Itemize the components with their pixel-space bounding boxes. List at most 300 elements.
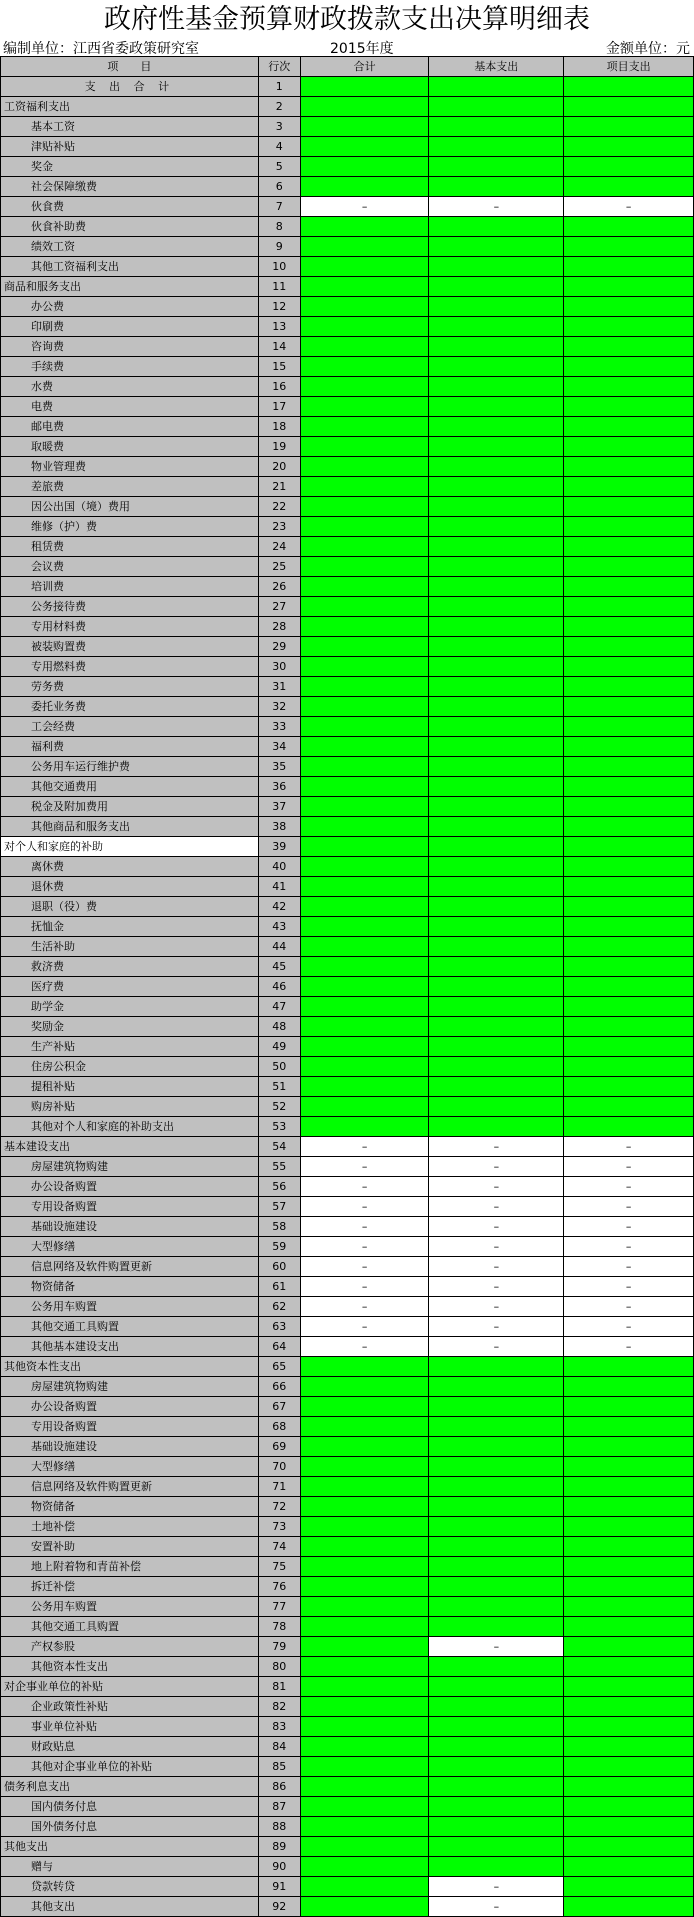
- row-project-cell: [564, 997, 694, 1017]
- row-item-name: 其他商品和服务支出: [1, 817, 259, 837]
- row-project-cell: [564, 1377, 694, 1397]
- table-row: [1, 737, 694, 757]
- table-row: [1, 1277, 694, 1297]
- row-line-number: 33: [258, 717, 300, 737]
- row-basic-cell: [429, 177, 564, 197]
- row-project-cell: [564, 1677, 694, 1697]
- table-row: [1, 437, 694, 457]
- row-total-cell: [300, 1577, 429, 1597]
- row-item-name: 水费: [1, 377, 259, 397]
- row-project-cell: [564, 677, 694, 697]
- row-line-number: 14: [258, 337, 300, 357]
- row-line-number: 17: [258, 397, 300, 417]
- row-total-cell: –: [300, 1257, 429, 1277]
- row-total-cell: [300, 1377, 429, 1397]
- row-project-cell: [564, 557, 694, 577]
- row-project-cell: [564, 1877, 694, 1897]
- row-item-name: 会议费: [1, 557, 259, 577]
- row-item-name: 离休费: [1, 857, 259, 877]
- table-row: [1, 657, 694, 677]
- row-item-name: 提租补贴: [1, 1077, 259, 1097]
- row-basic-cell: [429, 77, 564, 97]
- row-basic-cell: [429, 137, 564, 157]
- row-project-cell: –: [564, 1337, 694, 1357]
- row-basic-cell: [429, 677, 564, 697]
- row-basic-cell: [429, 1837, 564, 1857]
- row-item-name: 其他交通费用: [1, 777, 259, 797]
- row-basic-cell: –: [429, 1337, 564, 1357]
- row-project-cell: –: [564, 1137, 694, 1157]
- row-project-cell: [564, 1837, 694, 1857]
- table-header: [1, 57, 694, 77]
- row-project-cell: [564, 1397, 694, 1417]
- row-total-cell: [300, 817, 429, 837]
- row-basic-cell: [429, 437, 564, 457]
- row-line-number: 49: [258, 1037, 300, 1057]
- row-line-number: 41: [258, 877, 300, 897]
- row-project-cell: [564, 577, 694, 597]
- row-line-number: 34: [258, 737, 300, 757]
- row-project-cell: [564, 177, 694, 197]
- row-item-name: 产权参股: [1, 1637, 259, 1657]
- row-item-name: 土地补偿: [1, 1517, 259, 1537]
- row-item-name: 基础设施建设: [1, 1437, 259, 1457]
- row-project-cell: [564, 957, 694, 977]
- row-total-cell: [300, 1897, 429, 1917]
- row-basic-cell: [429, 1357, 564, 1377]
- fiscal-year: 2015年度: [330, 41, 394, 57]
- row-basic-cell: [429, 817, 564, 837]
- table-row: [1, 1117, 694, 1137]
- row-basic-cell: [429, 377, 564, 397]
- row-project-cell: [564, 1017, 694, 1037]
- row-item-name: 支 出 合 计: [1, 77, 259, 97]
- row-item-name: 其他资本性支出: [1, 1657, 259, 1677]
- row-item-name: 事业单位补贴: [1, 1717, 259, 1737]
- row-basic-cell: [429, 1417, 564, 1437]
- row-item-name: 奖励金: [1, 1017, 259, 1037]
- row-basic-cell: [429, 1857, 564, 1877]
- row-basic-cell: [429, 537, 564, 557]
- row-project-cell: [564, 637, 694, 657]
- row-basic-cell: [429, 897, 564, 917]
- row-line-number: 12: [258, 297, 300, 317]
- row-basic-cell: [429, 1717, 564, 1737]
- row-project-cell: [564, 277, 694, 297]
- row-item-name: 房屋建筑物购建: [1, 1377, 259, 1397]
- table-row: [1, 1017, 694, 1037]
- row-total-cell: [300, 1617, 429, 1637]
- row-basic-cell: [429, 497, 564, 517]
- table-row: [1, 1477, 694, 1497]
- row-item-name: 专用燃料费: [1, 657, 259, 677]
- row-basic-cell: [429, 1617, 564, 1637]
- row-line-number: 69: [258, 1437, 300, 1457]
- row-line-number: 70: [258, 1457, 300, 1477]
- row-line-number: 73: [258, 1517, 300, 1537]
- row-basic-cell: [429, 337, 564, 357]
- row-total-cell: [300, 337, 429, 357]
- row-project-cell: [564, 1597, 694, 1617]
- row-total-cell: [300, 1857, 429, 1877]
- row-line-number: 47: [258, 997, 300, 1017]
- table-row: [1, 1237, 694, 1257]
- row-line-number: 46: [258, 977, 300, 997]
- table-row: [1, 697, 694, 717]
- table-row: [1, 877, 694, 897]
- row-total-cell: [300, 317, 429, 337]
- row-total-cell: –: [300, 1157, 429, 1177]
- row-basic-cell: [429, 877, 564, 897]
- table-row: [1, 357, 694, 377]
- row-total-cell: [300, 157, 429, 177]
- row-total-cell: [300, 1877, 429, 1897]
- row-basic-cell: –: [429, 1177, 564, 1197]
- row-item-name: 办公设备购置: [1, 1397, 259, 1417]
- row-line-number: 24: [258, 537, 300, 557]
- row-project-cell: [564, 157, 694, 177]
- row-project-cell: –: [564, 1177, 694, 1197]
- row-item-name: 退休费: [1, 877, 259, 897]
- row-total-cell: [300, 757, 429, 777]
- row-project-cell: [564, 297, 694, 317]
- row-project-cell: [564, 537, 694, 557]
- row-item-name: 信息网络及软件购置更新: [1, 1477, 259, 1497]
- row-project-cell: –: [564, 1297, 694, 1317]
- row-total-cell: [300, 177, 429, 197]
- row-line-number: 15: [258, 357, 300, 377]
- row-project-cell: [564, 1717, 694, 1737]
- row-project-cell: –: [564, 1257, 694, 1277]
- row-basic-cell: –: [429, 1197, 564, 1217]
- row-basic-cell: [429, 1097, 564, 1117]
- table-row: [1, 637, 694, 657]
- table-body: [1, 77, 694, 1917]
- table-row: [1, 1517, 694, 1537]
- row-item-name: 委托业务费: [1, 697, 259, 717]
- row-basic-cell: –: [429, 1157, 564, 1177]
- row-total-cell: –: [300, 1217, 429, 1237]
- row-basic-cell: [429, 1657, 564, 1677]
- row-line-number: 88: [258, 1817, 300, 1837]
- table-row: [1, 417, 694, 437]
- table-row: [1, 137, 694, 157]
- table-row: [1, 1837, 694, 1857]
- row-item-name: 公务用车购置: [1, 1597, 259, 1617]
- row-project-cell: [564, 457, 694, 477]
- row-basic-cell: [429, 1017, 564, 1037]
- row-total-cell: [300, 1637, 429, 1657]
- row-project-cell: –: [564, 1197, 694, 1217]
- row-project-cell: [564, 757, 694, 777]
- row-total-cell: [300, 1557, 429, 1577]
- row-line-number: 45: [258, 957, 300, 977]
- row-basic-cell: [429, 837, 564, 857]
- row-basic-cell: [429, 577, 564, 597]
- row-basic-cell: [429, 357, 564, 377]
- row-line-number: 72: [258, 1497, 300, 1517]
- row-project-cell: [564, 1537, 694, 1557]
- row-total-cell: [300, 297, 429, 317]
- row-project-cell: [564, 1037, 694, 1057]
- row-line-number: 38: [258, 817, 300, 837]
- row-total-cell: [300, 1717, 429, 1737]
- row-item-name: 基础设施建设: [1, 1217, 259, 1237]
- row-total-cell: [300, 1657, 429, 1677]
- table-row: [1, 1137, 694, 1157]
- table-row: [1, 1057, 694, 1077]
- row-project-cell: [564, 257, 694, 277]
- table-row: [1, 1417, 694, 1437]
- row-total-cell: [300, 917, 429, 937]
- row-total-cell: [300, 357, 429, 377]
- row-project-cell: [564, 137, 694, 157]
- row-line-number: 91: [258, 1877, 300, 1897]
- row-total-cell: [300, 1797, 429, 1817]
- row-project-cell: [564, 1477, 694, 1497]
- col-header-total: 合计: [300, 57, 429, 77]
- row-line-number: 32: [258, 697, 300, 717]
- row-project-cell: –: [564, 1317, 694, 1337]
- row-item-name: 其他交通工具购置: [1, 1317, 259, 1337]
- row-basic-cell: –: [429, 1277, 564, 1297]
- row-project-cell: [564, 897, 694, 917]
- row-line-number: 50: [258, 1057, 300, 1077]
- table-row: [1, 1337, 694, 1357]
- row-total-cell: [300, 617, 429, 637]
- table-row: [1, 337, 694, 357]
- row-project-cell: [564, 937, 694, 957]
- table-row: [1, 1697, 694, 1717]
- row-basic-cell: [429, 1057, 564, 1077]
- row-basic-cell: –: [429, 1897, 564, 1917]
- row-project-cell: [564, 1777, 694, 1797]
- row-item-name: 生活补助: [1, 937, 259, 957]
- row-total-cell: [300, 1437, 429, 1457]
- table-row: [1, 1317, 694, 1337]
- table-row: [1, 537, 694, 557]
- row-total-cell: [300, 717, 429, 737]
- table-row: [1, 1257, 694, 1277]
- row-project-cell: –: [564, 197, 694, 217]
- table-row: [1, 1157, 694, 1177]
- row-line-number: 63: [258, 1317, 300, 1337]
- row-project-cell: [564, 417, 694, 437]
- row-total-cell: [300, 1517, 429, 1537]
- row-project-cell: –: [564, 1237, 694, 1257]
- row-total-cell: [300, 737, 429, 757]
- row-total-cell: –: [300, 1297, 429, 1317]
- row-line-number: 76: [258, 1577, 300, 1597]
- row-line-number: 82: [258, 1697, 300, 1717]
- row-item-name: 对个人和家庭的补助: [1, 837, 259, 857]
- table-row: [1, 1677, 694, 1697]
- row-total-cell: –: [300, 1237, 429, 1257]
- row-line-number: 43: [258, 917, 300, 937]
- row-item-name: 公务接待费: [1, 597, 259, 617]
- row-item-name: 其他基本建设支出: [1, 1337, 259, 1357]
- table-row: [1, 677, 694, 697]
- row-project-cell: [564, 117, 694, 137]
- row-basic-cell: [429, 1577, 564, 1597]
- row-project-cell: [564, 217, 694, 237]
- row-project-cell: [564, 657, 694, 677]
- row-basic-cell: [429, 997, 564, 1017]
- row-total-cell: [300, 257, 429, 277]
- row-basic-cell: –: [429, 1637, 564, 1657]
- row-project-cell: [564, 1697, 694, 1717]
- row-item-name: 办公费: [1, 297, 259, 317]
- row-item-name: 差旅费: [1, 477, 259, 497]
- row-line-number: 1: [258, 77, 300, 97]
- row-total-cell: [300, 1737, 429, 1757]
- row-project-cell: [564, 717, 694, 737]
- row-line-number: 59: [258, 1237, 300, 1257]
- row-item-name: 办公设备购置: [1, 1177, 259, 1197]
- row-project-cell: [564, 517, 694, 537]
- table-row: [1, 957, 694, 977]
- table-row: [1, 797, 694, 817]
- row-line-number: 4: [258, 137, 300, 157]
- row-basic-cell: –: [429, 1217, 564, 1237]
- row-project-cell: [564, 1457, 694, 1477]
- row-project-cell: [564, 1557, 694, 1577]
- row-project-cell: [564, 97, 694, 117]
- row-line-number: 77: [258, 1597, 300, 1617]
- row-total-cell: –: [300, 1197, 429, 1217]
- row-item-name: 专用设备购置: [1, 1417, 259, 1437]
- row-basic-cell: [429, 757, 564, 777]
- row-basic-cell: –: [429, 1137, 564, 1157]
- row-item-name: 安置补助: [1, 1537, 259, 1557]
- row-item-name: 救济费: [1, 957, 259, 977]
- row-total-cell: [300, 1697, 429, 1717]
- row-total-cell: [300, 877, 429, 897]
- col-header-project: 项目支出: [564, 57, 694, 77]
- row-item-name: 大型修缮: [1, 1237, 259, 1257]
- row-item-name: 劳务费: [1, 677, 259, 697]
- row-item-name: 专用材料费: [1, 617, 259, 637]
- row-line-number: 83: [258, 1717, 300, 1737]
- row-basic-cell: [429, 1557, 564, 1577]
- row-line-number: 10: [258, 257, 300, 277]
- table-row: [1, 77, 694, 97]
- row-item-name: 维修（护）费: [1, 517, 259, 537]
- row-total-cell: [300, 577, 429, 597]
- table-row: [1, 1497, 694, 1517]
- table-row: [1, 717, 694, 737]
- row-basic-cell: –: [429, 1237, 564, 1257]
- row-item-name: 退职（役）费: [1, 897, 259, 917]
- row-item-name: 津贴补贴: [1, 137, 259, 157]
- row-total-cell: [300, 1497, 429, 1517]
- row-line-number: 22: [258, 497, 300, 517]
- row-item-name: 取暖费: [1, 437, 259, 457]
- row-item-name: 其他资本性支出: [1, 1357, 259, 1377]
- row-line-number: 53: [258, 1117, 300, 1137]
- row-project-cell: [564, 917, 694, 937]
- row-basic-cell: [429, 737, 564, 757]
- row-basic-cell: [429, 1737, 564, 1757]
- row-project-cell: [564, 497, 694, 517]
- row-total-cell: [300, 77, 429, 97]
- table-row: [1, 1757, 694, 1777]
- row-project-cell: –: [564, 1277, 694, 1297]
- table-row: [1, 1217, 694, 1237]
- row-project-cell: [564, 1417, 694, 1437]
- row-total-cell: [300, 597, 429, 617]
- row-line-number: 54: [258, 1137, 300, 1157]
- row-basic-cell: [429, 1037, 564, 1057]
- row-line-number: 86: [258, 1777, 300, 1797]
- table-row: [1, 237, 694, 257]
- row-total-cell: [300, 97, 429, 117]
- table-row: [1, 1377, 694, 1397]
- table-row: [1, 997, 694, 1017]
- row-project-cell: [564, 1357, 694, 1377]
- row-total-cell: [300, 477, 429, 497]
- row-total-cell: [300, 697, 429, 717]
- table-row: [1, 1637, 694, 1657]
- row-item-name: 电费: [1, 397, 259, 417]
- row-line-number: 28: [258, 617, 300, 637]
- row-total-cell: [300, 897, 429, 917]
- row-line-number: 6: [258, 177, 300, 197]
- row-basic-cell: [429, 1697, 564, 1717]
- row-line-number: 25: [258, 557, 300, 577]
- row-total-cell: [300, 217, 429, 237]
- table-row: [1, 317, 694, 337]
- table-row: [1, 197, 694, 217]
- row-total-cell: –: [300, 1337, 429, 1357]
- table-row: [1, 817, 694, 837]
- row-basic-cell: [429, 1677, 564, 1697]
- row-item-name: 培训费: [1, 577, 259, 597]
- row-line-number: 66: [258, 1377, 300, 1397]
- row-project-cell: [564, 857, 694, 877]
- row-total-cell: [300, 377, 429, 397]
- row-line-number: 30: [258, 657, 300, 677]
- expenditure-table: [0, 56, 694, 1917]
- row-project-cell: [564, 1517, 694, 1537]
- row-project-cell: [564, 1437, 694, 1457]
- row-item-name: 奖金: [1, 157, 259, 177]
- row-basic-cell: [429, 1537, 564, 1557]
- row-total-cell: [300, 1537, 429, 1557]
- row-basic-cell: [429, 1117, 564, 1137]
- row-line-number: 7: [258, 197, 300, 217]
- row-item-name: 公务用车购置: [1, 1297, 259, 1317]
- table-row: [1, 1657, 694, 1677]
- table-row: [1, 1097, 694, 1117]
- table-row: [1, 477, 694, 497]
- row-item-name: 国外债务付息: [1, 1817, 259, 1837]
- row-total-cell: [300, 1457, 429, 1477]
- table-row: [1, 1557, 694, 1577]
- row-item-name: 手续费: [1, 357, 259, 377]
- row-line-number: 23: [258, 517, 300, 537]
- table-row: [1, 1297, 694, 1317]
- row-total-cell: [300, 637, 429, 657]
- row-total-cell: –: [300, 1317, 429, 1337]
- table-row: [1, 1177, 694, 1197]
- row-total-cell: [300, 1017, 429, 1037]
- row-total-cell: [300, 137, 429, 157]
- row-total-cell: [300, 1037, 429, 1057]
- row-basic-cell: [429, 777, 564, 797]
- row-basic-cell: [429, 637, 564, 657]
- row-total-cell: [300, 497, 429, 517]
